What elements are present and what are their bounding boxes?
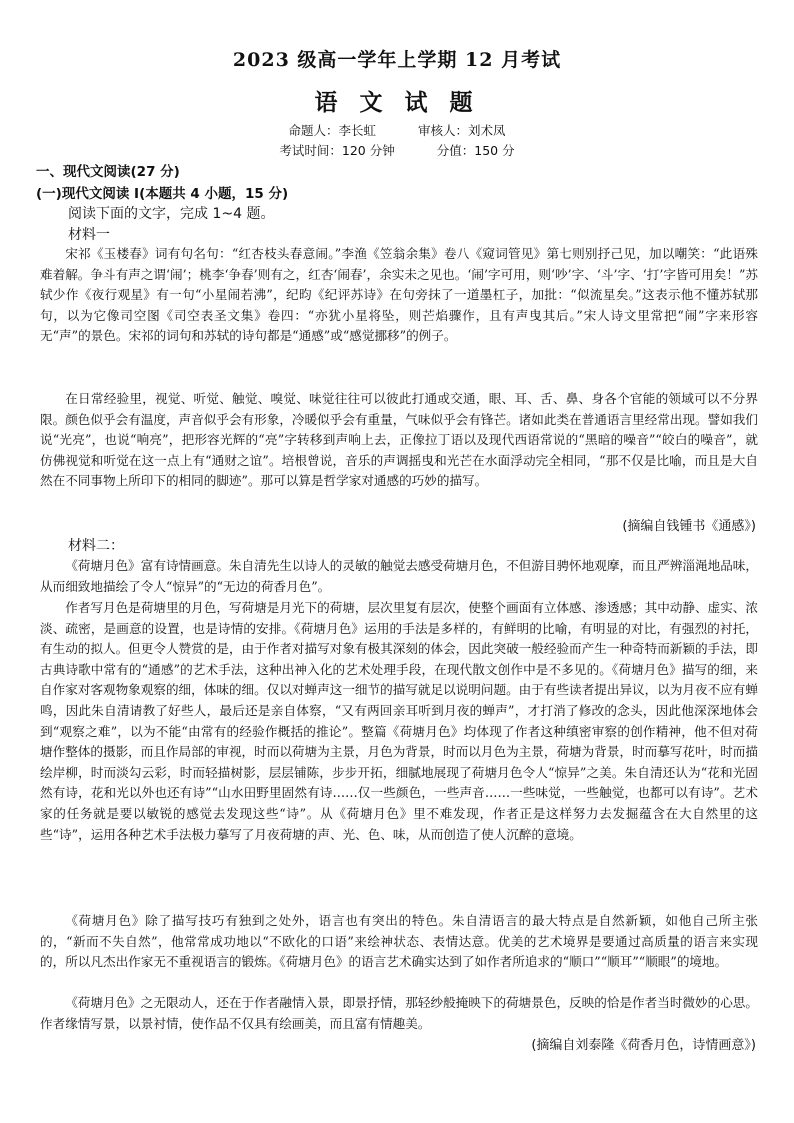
instruction-text: 阅读下面的文字，完成 1~4 题。 xyxy=(68,206,275,222)
exam-subtitle: 语 文 试 题 xyxy=(314,89,480,116)
material1-source: (摘编自钱锺书《通感》) xyxy=(622,519,756,534)
material2-paragraph: 《荷塘月色》除了描写技巧有独到之处外，语言也有突出的特色。朱自清语言的最大特点是自然新颖，如他自己所主张的，“新而不失自然”，他常常成功地以“不欧化的口语”来绘神状态、表情达意。优美的艺术境界是要通过高质量的语言来实现的，所以凡杰出作家无不重视语言的锻炼。《荷塘月色》的语言艺术确实达到了如作者所追求的“顺口”“顺耳”“顺眼”的境地。 xyxy=(40,913,758,970)
material1-label: 材料一 xyxy=(68,227,110,243)
material2-label: 材料二： xyxy=(68,538,124,554)
material2-paragraph: 作者写月色是荷塘里的月色，写荷塘是月光下的荷塘，层次里复有层次，使整个画面有立体感、渗透感；其中动静、虚实、浓淡、疏密，是画意的设置，也是诗情的安排。《荷塘月色》运用的手法是多样的，有鲜明的比喻，有明显的对比，有强烈的衬托，有生动的拟人。但更令人赞赏的是，由于作者对描写对象有极其深刻的体会，因此突破一般经验而产生一种奇特而新颖的手法，即古典诗歌中常有的“通感”的艺术手法，这种出神入化的艺术处理手段，在现代散文创作中是不多见的。《荷塘月色》描写的细，来自作家对客观物象观察的细，体味的细。仅以对蝉声这一细节的描写就足以说明问题。由于有些读者提出异议，以为月夜不应有蝉鸣，因此朱自清请教了好些人，最后还是亲自体察，“又有两回亲耳听到月夜的蝉声”，才打消了修改的念头，因此他深深地体会到“观察之难”，以为不能“由常有的经验作概括的推论”。整篇《荷塘月色》均体现了作者这种缜密审察的创作精神，他不但对荷塘作整体的摄影，而且作局部的审视，时而以荷塘为主景，月色为背景，时而以月色为主景，荷塘为背景，时而摹写花叶，时而描绘岸柳，时而淡勾云彩，时而轻描树影，层层铺陈，步步开拓，细腻地展现了荷塘月色令人“惊异”之美。朱自清还认为“花和光固然有诗，花和光以外也还有诗”“山水田野里固然有诗……仅一些颜色，一些声音……一些味觉，一些触觉，也都可以有诗”。艺术家的任务就是要以敏锐的感觉去发现这些“诗”。从《荷塘月色》里不难发现，作者正是这样努力去发掘蕴含在大自然里的这些“诗”，运用各种艺术手法极力摹写了月夜荷塘的声、光、色、味，从而创造了使人沉醉的意境。 xyxy=(40,600,758,842)
material2-source: (摘编自刘泰隆《荷香月色，诗情画意》) xyxy=(531,1038,756,1053)
exam-time-line xyxy=(0,141,794,159)
section-heading: 一、现代文阅读(27 分) xyxy=(36,164,180,180)
author-line: 命题人：李长虹 xyxy=(288,123,376,138)
reviewer-line: 审核人：刘术凤 xyxy=(418,123,506,138)
time-line: 考试时间：120 分钟 xyxy=(279,143,395,158)
exam-staff-line xyxy=(0,121,794,139)
material1-paragraph: 宋祁《玉楼春》词有句名句：“红杏枝头春意闹。”李渔《笠翁余集》卷八《窥词管见》第七则别抒己见，加以嘲笑：“此语殊难着解。争斗有声之谓‘闹’；桃李‘争春’则有之，红杏‘闹春’，余实未之见也。‘闹’字可用，则‘吵’字、‘斗’字、‘打’字皆可用矣！”苏轼少作《夜行观星》有一句“小星闹若沸”，纪昀《纪评苏诗》在句旁抹了一道墨杠子，加批：“似流星矣。”这表示他不懂苏轼那句，以为它像司空图《司空表圣文集》卷四：“亦犹小星将坠，则芒焰骤作，且有声曳其后。”宋人诗文里常把“闹”字来形容无“声”的景色。宋祁的词句和苏轼的诗句都是“通感”或“感觉挪移”的例子。 xyxy=(40,246,758,344)
section-subheading: (一)现代文阅读 I(本题共 4 小题，15 分) xyxy=(36,186,289,202)
exam-title: 2023 级高一学年上学期 12 月考试 xyxy=(232,49,562,71)
material2-paragraph: 《荷塘月色》之无限动人，还在于作者融情入景，即景抒情，那轻纱般掩映下的荷塘景色，反映的恰是作者当时微妙的心思。作者缘情写景，以景衬情，使作品不仅具有绘画美，而且富有情趣美。 xyxy=(40,995,758,1031)
score-line: 分值：150 分 xyxy=(436,143,515,158)
material2-paragraph: 《荷塘月色》富有诗情画意。朱自清先生以诗人的灵敏的触觉去感受荷塘月色，不但游目骋怀地观摩，而且严辨淄渑地品味，从而细致地描绘了令人“惊异”的“无边的荷香月色”。 xyxy=(40,558,758,594)
material1-paragraph: 在日常经验里，视觉、听觉、触觉、嗅觉、味觉往往可以彼此打通或交通，眼、耳、舌、鼻、身各个官能的领域可以不分界限。颜色似乎会有温度，声音似乎会有形象，冷暖似乎会有重量，气味似乎会有锋芒。诸如此类在普通语言里经常出现。譬如我们说“光亮”，也说“响亮”，把形容光辉的“亮”字转移到声响上去，正像拉丁语以及现代西语常说的“黑暗的噪音”“皎白的噪音”，就仿佛视觉和听觉在这一点上有“通财之谊”。培根曾说，音乐的声调摇曳和光芒在水面浮动完全相同，“那不仅是比喻，而且是大自然在不同事物上所印下的相同的脚迹”。那可以算是哲学家对通感的巧妙的描写。 xyxy=(40,391,758,489)
